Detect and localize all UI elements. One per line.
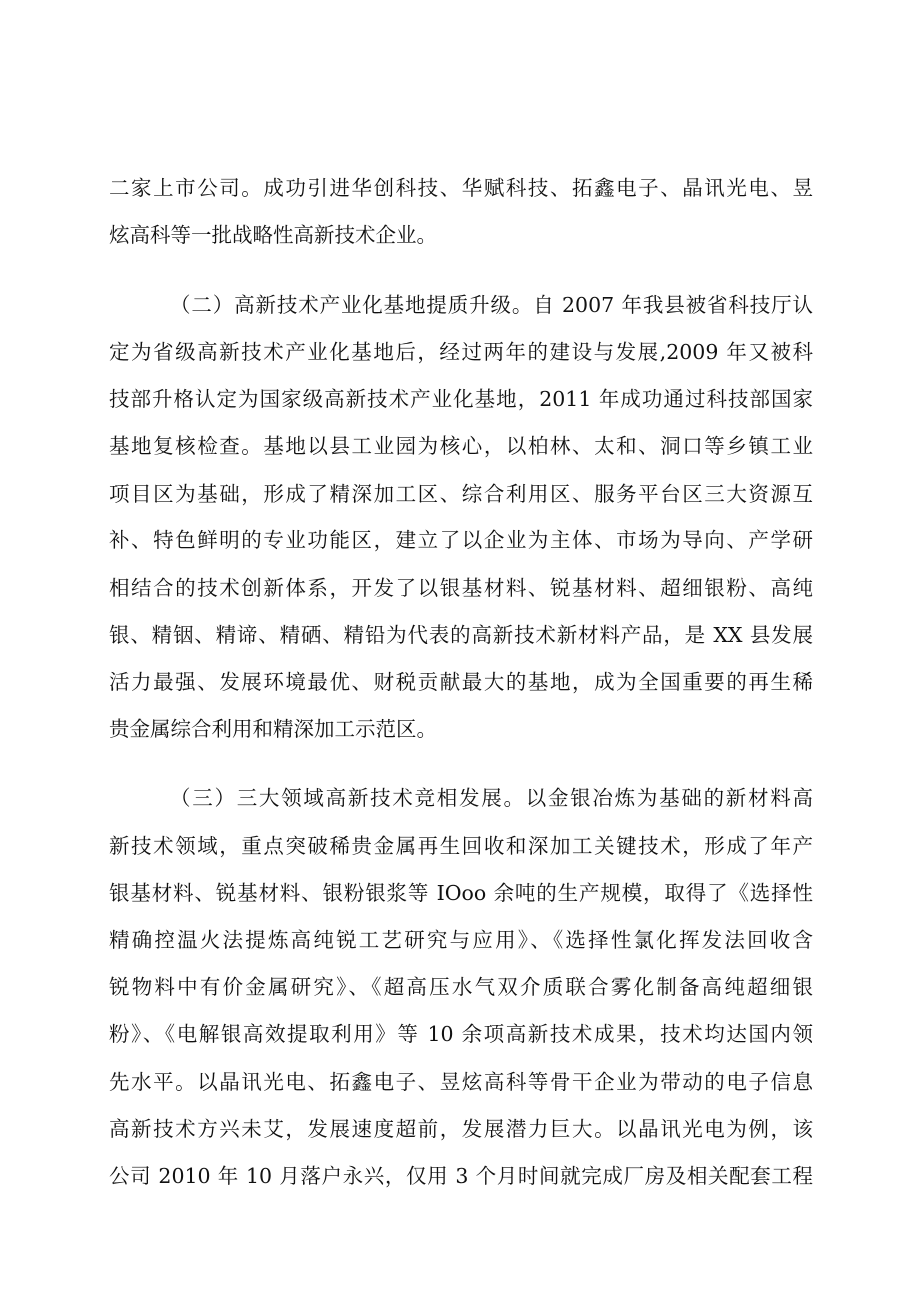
paragraph-2-line-9: 活力最强、发展环境最优、财税贡献最大的基地，成为全国重要的再生稀 bbox=[109, 670, 813, 694]
paragraph-2-line-1: （二）高新技术产业化基地提质升级。自 2007 年我县被省科技厅认 bbox=[170, 293, 813, 317]
paragraph-3-line-9: 公司 2010 年 10 月落户永兴，仅用 3 个月时间就完成厂房及相关配套工程 bbox=[109, 1164, 813, 1188]
paragraph-2-line-10: 贵金属综合利用和精深加工示范区。 bbox=[109, 717, 437, 741]
paragraph-2-line-3: 技部升格认定为国家级高新技术产业化基地，2011 年成功通过科技部国家 bbox=[109, 387, 813, 411]
paragraph-3-line-7: 先水平。以晶讯光电、拓鑫电子、昱炫高科等骨干企业为带动的电子信息 bbox=[109, 1070, 813, 1094]
paragraph-3-line-8: 高新技术方兴未艾，发展速度超前，发展潜力巨大。以晶讯光电为例，该 bbox=[109, 1117, 813, 1141]
paragraph-2-line-6: 补、特色鲜明的专业功能区，建立了以企业为主体、市场为导向、产学研 bbox=[109, 528, 813, 552]
paragraph-3-line-1: （三）三大领域高新技术竞相发展。以金银冶炼为基础的新材料高 bbox=[170, 786, 813, 810]
paragraph-3-line-6: 粉》、《电解银高效提取利用》等 10 余项高新技术成果，技术均达国内领 bbox=[109, 1022, 813, 1046]
paragraph-2-line-2: 定为省级高新技术产业化基地后，经过两年的建设与发展,2009 年又被科 bbox=[109, 340, 813, 364]
paragraph-3-line-2: 新技术领域，重点突破稀贵金属再生回收和深加工关键技术，形成了年产 bbox=[109, 834, 813, 858]
paragraph-2-line-5: 项目区为基础，形成了精深加工区、综合利用区、服务平台区三大资源互 bbox=[109, 482, 813, 506]
paragraph-2-line-8: 银、精铟、精谛、精硒、精铅为代表的高新技术新材料产品，是 XX 县发展 bbox=[109, 623, 813, 647]
paragraph-2-line-7: 相结合的技术创新体系，开发了以银基材料、锐基材料、超细银粉、高纯 bbox=[109, 576, 813, 600]
paragraph-3-line-3: 银基材料、锐基材料、银粉银浆等 IOoo 余吨的生产规模，取得了《选择性 bbox=[109, 881, 813, 905]
paragraph-3-line-5: 锐物料中有价金属研究》、《超高压水气双介质联合雾化制备高纯超细银 bbox=[109, 975, 813, 999]
paragraph-1-line-1: 二家上市公司。成功引进华创科技、华赋科技、拓鑫电子、晶讯光电、昱 bbox=[109, 176, 813, 200]
paragraph-1-line-2: 炫高科等一批战略性高新技术企业。 bbox=[109, 223, 437, 247]
paragraph-2-line-4: 基地复核检查。基地以县工业园为核心，以柏林、太和、洞口等乡镇工业 bbox=[109, 434, 813, 458]
paragraph-3-line-4: 精确控温火法提炼高纯锐工艺研究与应用》、《选择性氯化挥发法回收含 bbox=[109, 928, 813, 952]
